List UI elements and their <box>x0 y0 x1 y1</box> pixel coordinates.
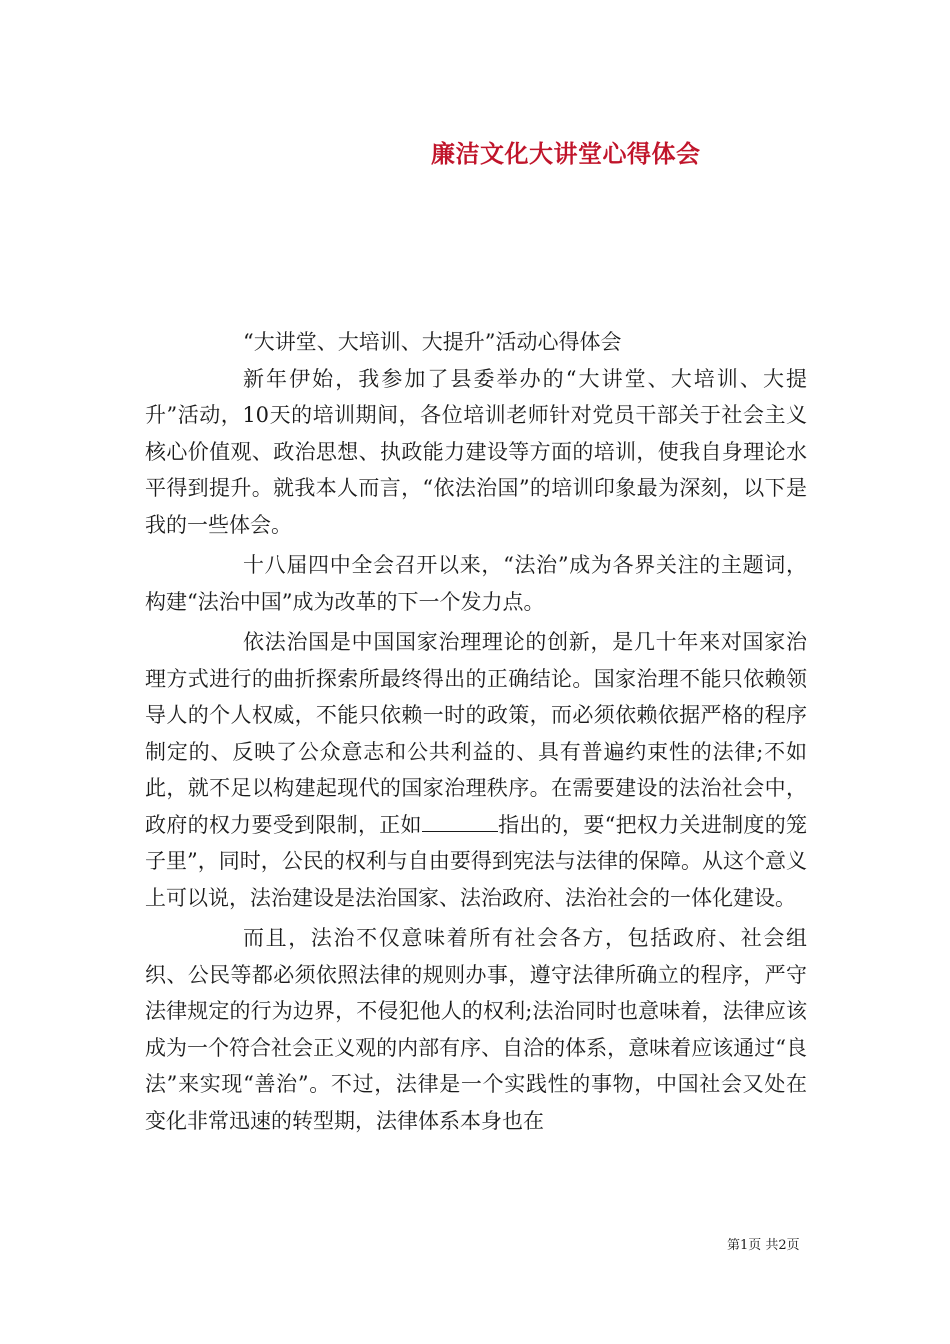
paragraph-2: 十八届四中全会召开以来，“法治”成为各界关注的主题词，构建“法治中国”成为改革的下一个发力点。 <box>145 553 807 614</box>
fill-in-blank <box>422 813 498 832</box>
document-body <box>145 324 807 1139</box>
paragraph-3 <box>145 624 807 916</box>
paragraph-3-part-1: 依法治国是中国国家治理理论的创新，是几十年来对国家治理方式进行的曲折探索所最终得出的正确结论。国家治理不能只依赖领导人的个人权威，不能只依赖一时的政策，而必须依赖依据严格的程序制定的、反映了公众意志和公共利益的、具有普遍约束性的法律;不如此，就不足以构建起现代的国家治理秩序。在需要建设的法治社会中，政府的权力要受到限制，正如 <box>145 630 807 837</box>
page-footer: 第1页 共2页 <box>727 1238 800 1253</box>
paragraph-4: 而且，法治不仅意味着所有社会各方，包括政府、社会组织、公民等都必须依照法律的规则办事，遵守法律所确立的程序，严守法律规定的行为边界，不侵犯他人的权利;法治同时也意味着，法律应该成为一个符合社会正义观的内部有序、自洽的体系，意味着应该通过“良法”来实现“善治”。不过，法律是一个实践性的事物，中国社会又处在变化非常迅速的转型期，法律体系本身也在 <box>145 926 807 1133</box>
page-title: 廉洁文化大讲堂心得体会 <box>431 140 701 168</box>
document-subtitle: “大讲堂、大培训、大提升”活动心得体会 <box>243 330 622 354</box>
paragraph-3-part-2: 指出的，要“把权力关进制度的笼子里”，同时，公民的权利与自由要得到宪法与法律的保障。从这个意义上可以说，法治建设是法治国家、法治政府、法治社会的一体化建设。 <box>145 812 807 910</box>
paragraph-1: 新年伊始，我参加了县委举办的“大讲堂、大培训、大提升”活动，10天的培训期间，各位培训老师针对党员干部关于社会主义核心价值观、政治思想、执政能力建设等方面的培训，使我自身理论水平得到提升。就我本人而言，“依法治国”的培训印象最为深刻，以下是我的一些体会。 <box>145 366 807 537</box>
